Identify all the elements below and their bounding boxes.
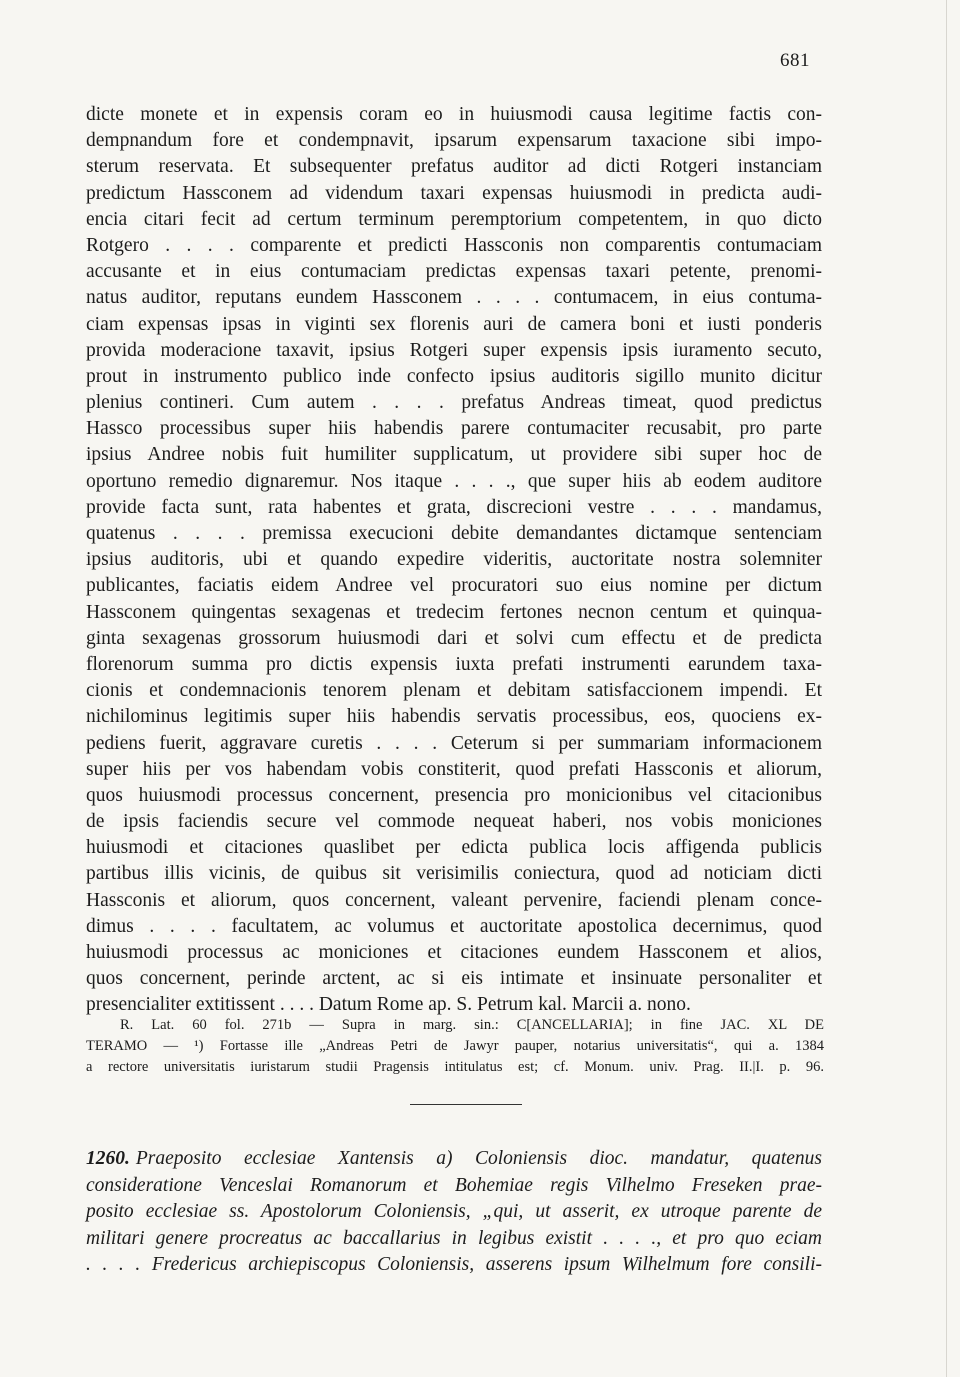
body-line: quatenus . . . . premissa execucioni debite demandantes dictamque sentenciam	[86, 523, 822, 544]
body-line: quos concernent, perinde arctent, ac si eis intimate et insinuate personaliter et	[86, 968, 822, 990]
entry-heading-line	[86, 1146, 822, 1173]
body-line: provida moderacione taxavit, ipsius Rotgeri super expensis ipsis iuramento secuto,	[86, 339, 822, 361]
document-body	[86, 102, 822, 1019]
body-line: natus auditor, reputans eundem Hassconem . . . . contumacem, in eius contuma-	[86, 287, 822, 309]
body-line: ipsius Andree nobis fuit humiliter supplicatum, ut providere sibi super hoc de	[86, 444, 822, 466]
body-line: prout in instrumento publico inde confecto ipsius auditoris sigillo munito dicitur	[86, 365, 822, 387]
body-line: predictum Hassconem ad videndum taxari expensas huiusmodi in predicta audi-	[86, 182, 822, 204]
body-line: accusante et in eius contumaciam predictas expensas taxari petente, prenomi-	[86, 261, 822, 283]
body-line: partibus illis vicinis, de quibus sit verisimilis coniectura, quod ad noticiam dicti	[86, 863, 822, 885]
body-line: publicantes, faciatis eidem Andree vel procuratori suo eius nomine per dictum	[86, 575, 822, 597]
entry-line: posito ecclesiae ss. Apostolorum Coloniensis, „qui, ut asserit, ex utroque parente de	[86, 1201, 822, 1222]
body-line: pediens fuerit, aggravare curetis . . . . Ceterum si per summariam informacionem	[86, 732, 822, 754]
body-line: cionis et condemnacionis tenorem plenam et debitam satisfaccionem impendi. Et	[86, 680, 822, 702]
body-line: Rotgero . . . . comparente et predicti Hassconis non comparentis contumaciam	[86, 234, 822, 256]
body-line: presencialiter extitissent . . . . Datum Rome ap. S. Petrum kal. Marcii a. nono.	[86, 994, 691, 1016]
body-line: florenorum summa pro dictis expensis iuxta prefati instrumenti earundem taxa-	[86, 653, 822, 675]
page-number: 681	[780, 50, 810, 71]
body-line: de ipsis faciendis secure vel commode nequeat haberi, nos vobis moniciones	[86, 811, 822, 833]
page-edge	[946, 0, 947, 1377]
body-line: Hassconis et aliorum, quos concernent, valeant pervenire, faciendi plenam conce-	[86, 889, 822, 911]
body-line: dempnandum fore et condempnavit, ipsarum expensarum taxacione sibi impo-	[86, 130, 822, 152]
body-line: ipsius auditoris, ubi et quando expedire videritis, auctoritate nostra solemniter	[86, 549, 822, 571]
body-line: oportuno remedio dignaremur. Nos itaque . . . ., que super hiis ab eodem auditore	[86, 470, 822, 492]
note-line: a rectore universitatis iuristarum studii Pragensis intitulatus est; cf. Monum. univ. Prag. II.|I. p. 96.	[86, 1059, 824, 1075]
body-line: quos huiusmodi processus concernent, presencia pro monicionibus vel citacionibus	[86, 784, 822, 806]
body-line: Hassconem quingentas sexagenas et tredecim fertones necnon centum et quinqua-	[86, 601, 822, 623]
body-line: huiusmodi et citaciones quaslibet per edicta publica locis affigenda publicis	[86, 837, 822, 859]
body-line: dicte monete et in expensis coram eo in huiusmodi causa legitime factis con-	[86, 104, 822, 125]
body-line: dimus . . . . facultatem, ac volumus et auctoritate apostolica decernimus, quod	[86, 915, 822, 937]
document-entry	[86, 1146, 822, 1279]
entry-line: militari genere procreatus ac baccallarius in legibus existit . . . ., et pro quo eciam	[86, 1227, 822, 1249]
body-line: ginta sexagenas grossorum huiusmodi dari et solvi cum effectu et de predicta	[86, 627, 822, 649]
body-line: huiusmodi processus ac moniciones et citaciones eundem Hassconem et alios,	[86, 942, 822, 963]
entry-number: 1260.	[86, 1148, 130, 1169]
body-line: plenius contineri. Cum autem . . . . prefatus Andreas timeat, quod predictus	[86, 392, 822, 414]
body-line: Hassco processibus super hiis habendis parere contumaciter recusabit, pro parte	[86, 418, 822, 440]
entry-line: . . . . Fredericus archiepiscopus Coloniensis, asserens ipsum Wilhelmum fore consili-	[86, 1254, 822, 1275]
note-line: TERAMO — ¹) Fortasse ille „Andreas Petri de Jawyr pauper, notarius universitatis“, qui a. 1384	[86, 1038, 824, 1054]
note-line: R. Lat. 60 fol. 271b — Supra in marg. sin.: C[ANCELLARIA]; in fine JAC. XL DE	[120, 1017, 824, 1033]
body-line: encia citari fecit ad certum terminum peremptorium competentem, in quo dicto	[86, 208, 822, 230]
body-line: sterum reservata. Et subsequenter prefatus auditor ad dicti Rotgeri instanciam	[86, 156, 822, 178]
apparatus-notes	[86, 1015, 824, 1078]
body-line: super hiis per vos habendam vobis constiterit, quod prefati Hassconis et aliorum,	[86, 758, 822, 780]
body-line: ciam expensas ipsas in viginti sex florenis auri de camera boni et iusti ponderis	[86, 313, 822, 335]
body-line: provide facta sunt, rata habentes et grata, discrecioni vestre . . . . mandamus,	[86, 496, 822, 518]
entry-line: consideratione Venceslai Romanorum et Bohemiae regis Vilhelmo Freseken prae-	[86, 1174, 822, 1196]
entry-summary-start: Praeposito ecclesiae Xantensis a) Coloniensis dioc. mandatur, quatenus	[135, 1148, 822, 1169]
body-line: nichilominus legitimis super hiis habendis servatis processibus, eos, quociens ex-	[86, 706, 822, 728]
section-divider	[410, 1104, 522, 1105]
